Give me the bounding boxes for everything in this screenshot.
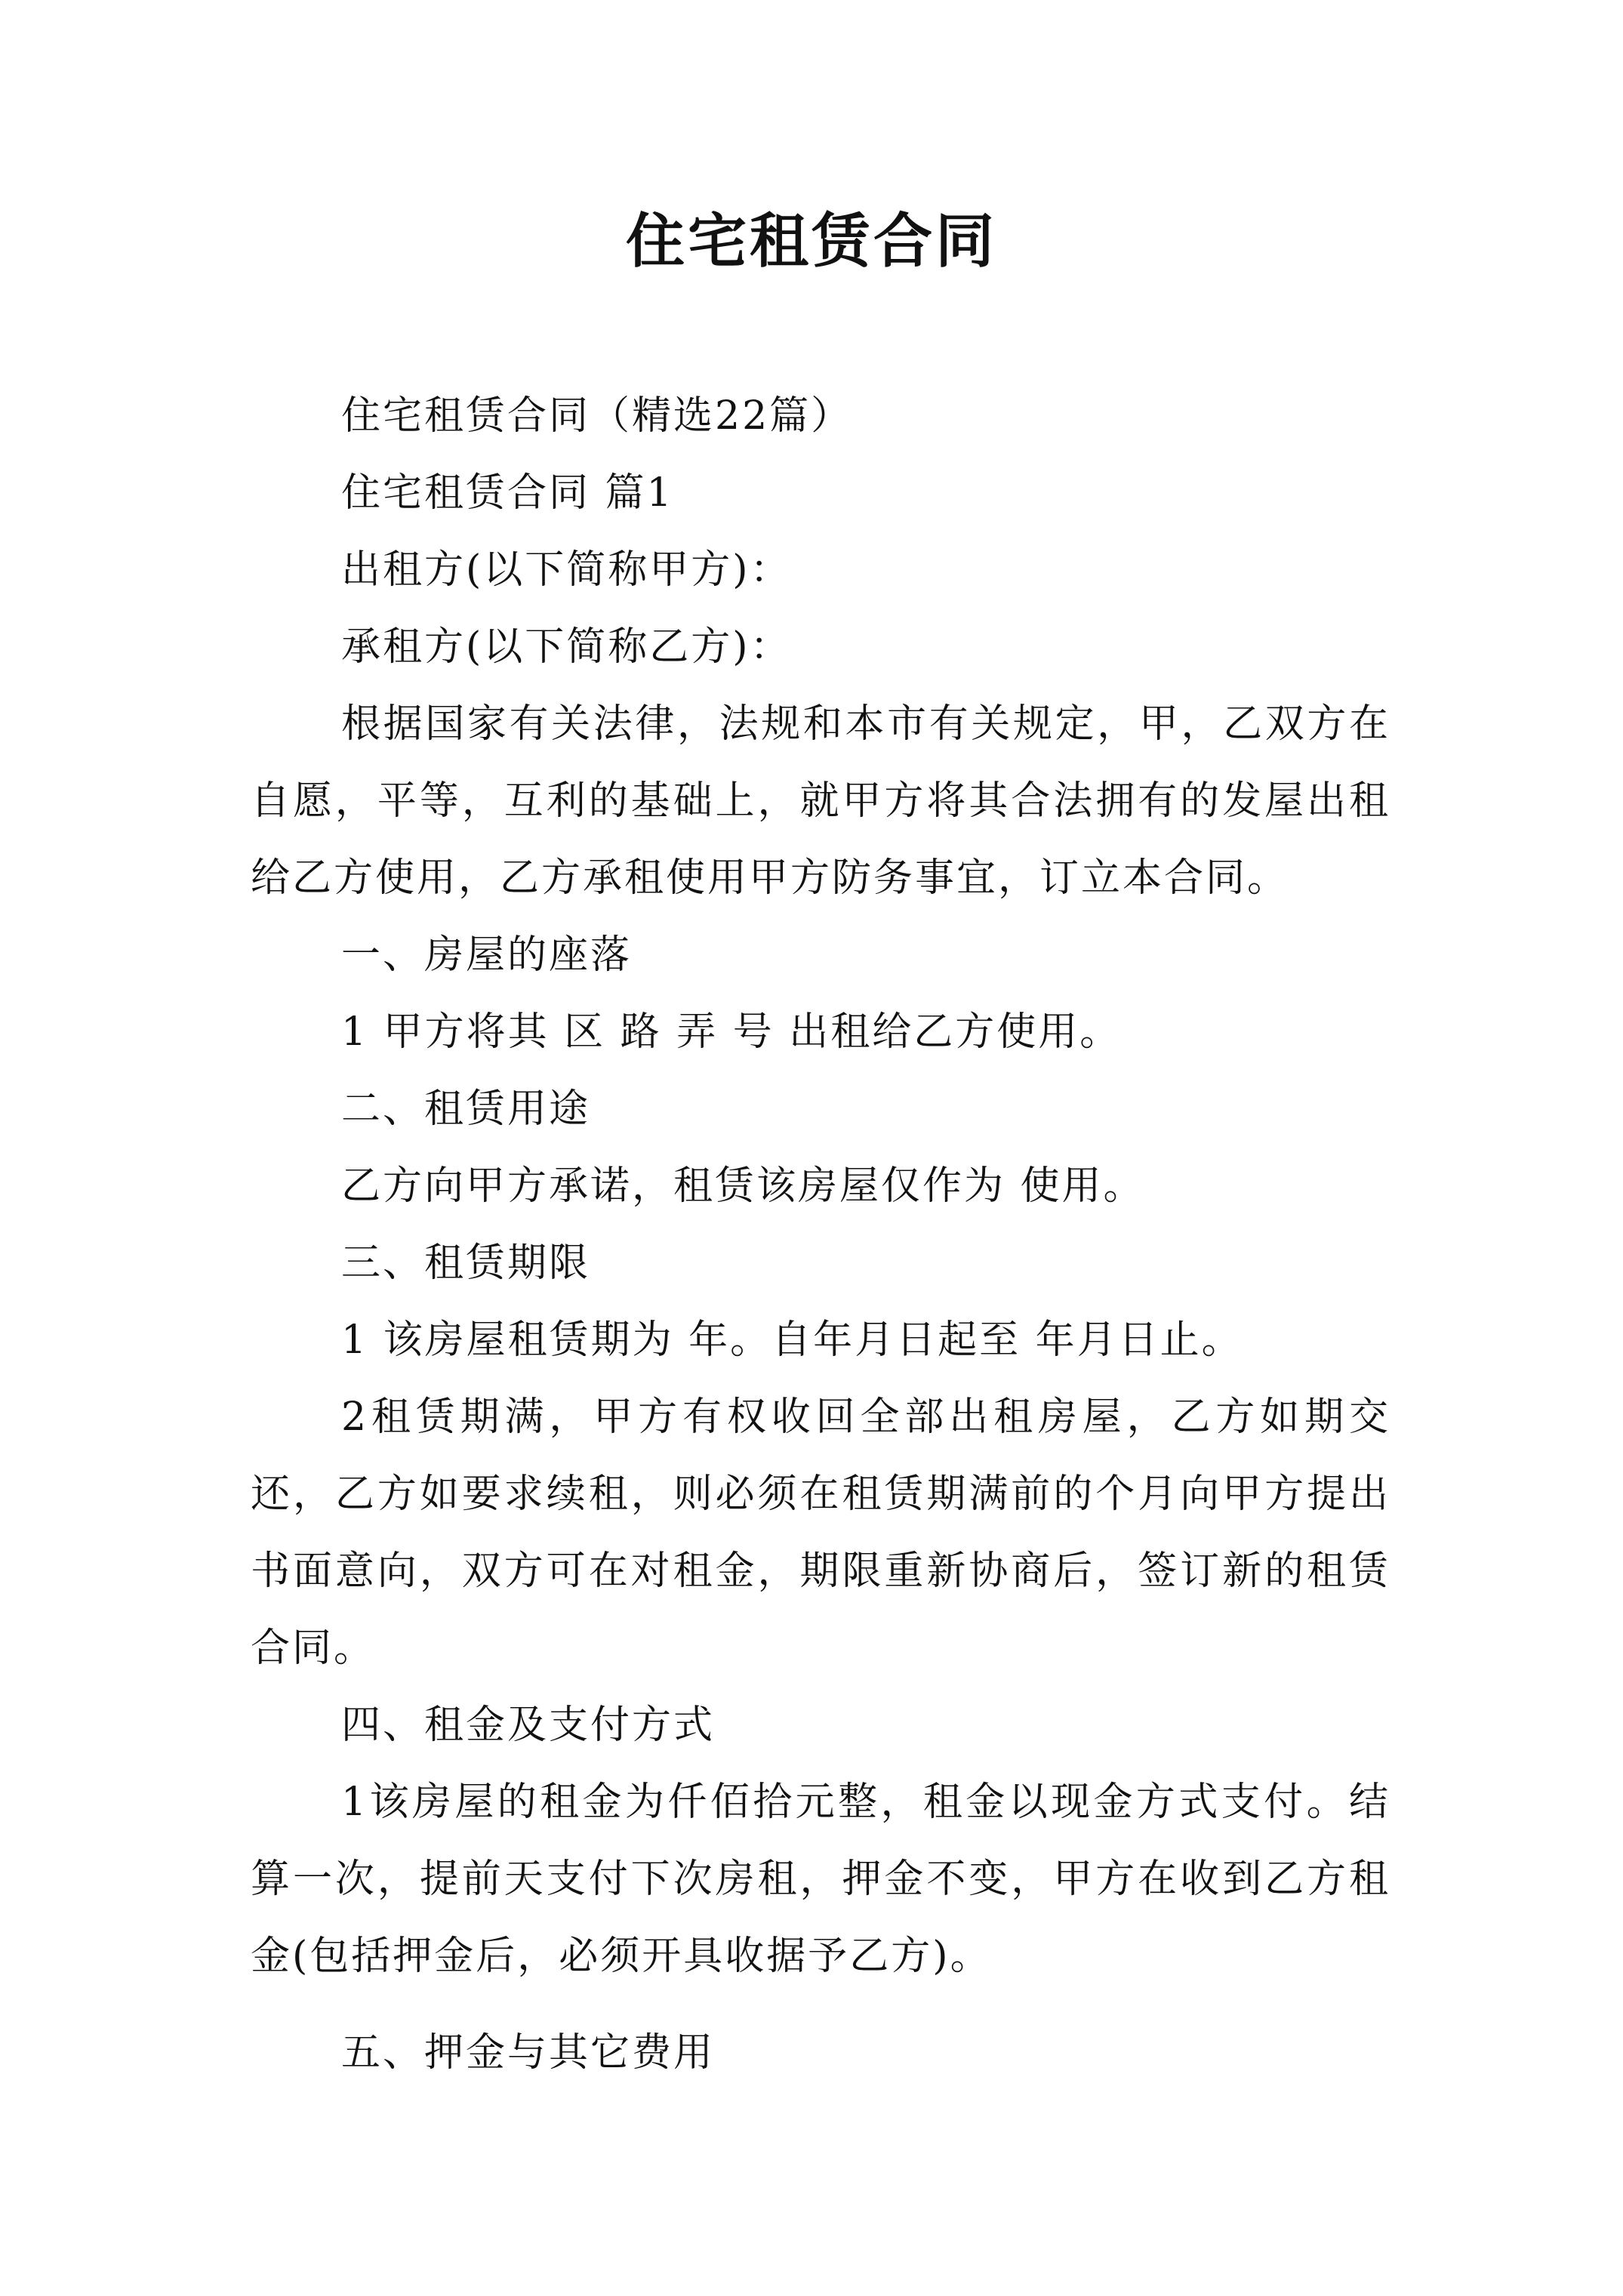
paragraph-lessee: 承租方(以下简称乙方)： [341,624,792,670]
paragraph-section-heading: 住宅租赁合同 篇1 [341,470,674,516]
paragraph-preamble: 根据国家有关法律，法规和本市有关规定，甲，乙双方在自愿，平等，互利的基础上，就甲方将其合法拥有的发屋出租给乙方使用，乙方承租使用甲方防务事宜，订立本合同。 [251,701,1390,901]
paragraph-subtitle: 住宅租赁合同（精选22篇） [341,393,853,439]
document-title: 住宅租赁合同 [625,207,997,276]
paragraph-heading-location: 一、房屋的座落 [341,932,633,978]
paragraph-heading-term: 三、租赁期限 [341,1240,591,1286]
paragraph-heading-rent: 四、租金及支付方式 [341,1703,716,1748]
document-body [251,378,1390,2091]
paragraph-rent-clause: 1该房屋的租金为仟佰拾元整，租金以现金方式支付。结算一次，提前天支付下次房租，押金不变，甲方在收到乙方租金(包括押金后，必须开具收据予乙方)。 [251,1780,1390,1979]
paragraph-lessor: 出租方(以下简称甲方)： [341,547,792,593]
paragraph-term-clause-2: 2租赁期满，甲方有权收回全部出租房屋，乙方如期交还，乙方如要求续租，则必须在租赁期满前的个月向甲方提出书面意向，双方可在对租金，期限重新协商后，签订新的租赁合同。 [251,1395,1390,1671]
paragraph-purpose-clause: 乙方向甲方承诺，租赁该房屋仅作为 使用。 [341,1163,1145,1209]
paragraph-heading-purpose: 二、租赁用途 [341,1086,591,1132]
paragraph-location-clause: 1 甲方将其 区 路 弄 号 出租给乙方使用。 [341,1009,1122,1055]
paragraph-heading-deposit: 五、押金与其它费用 [341,2030,716,2076]
paragraph-term-clause-1: 1 该房屋租赁期为 年。自年月日起至 年月日止。 [341,1318,1243,1363]
